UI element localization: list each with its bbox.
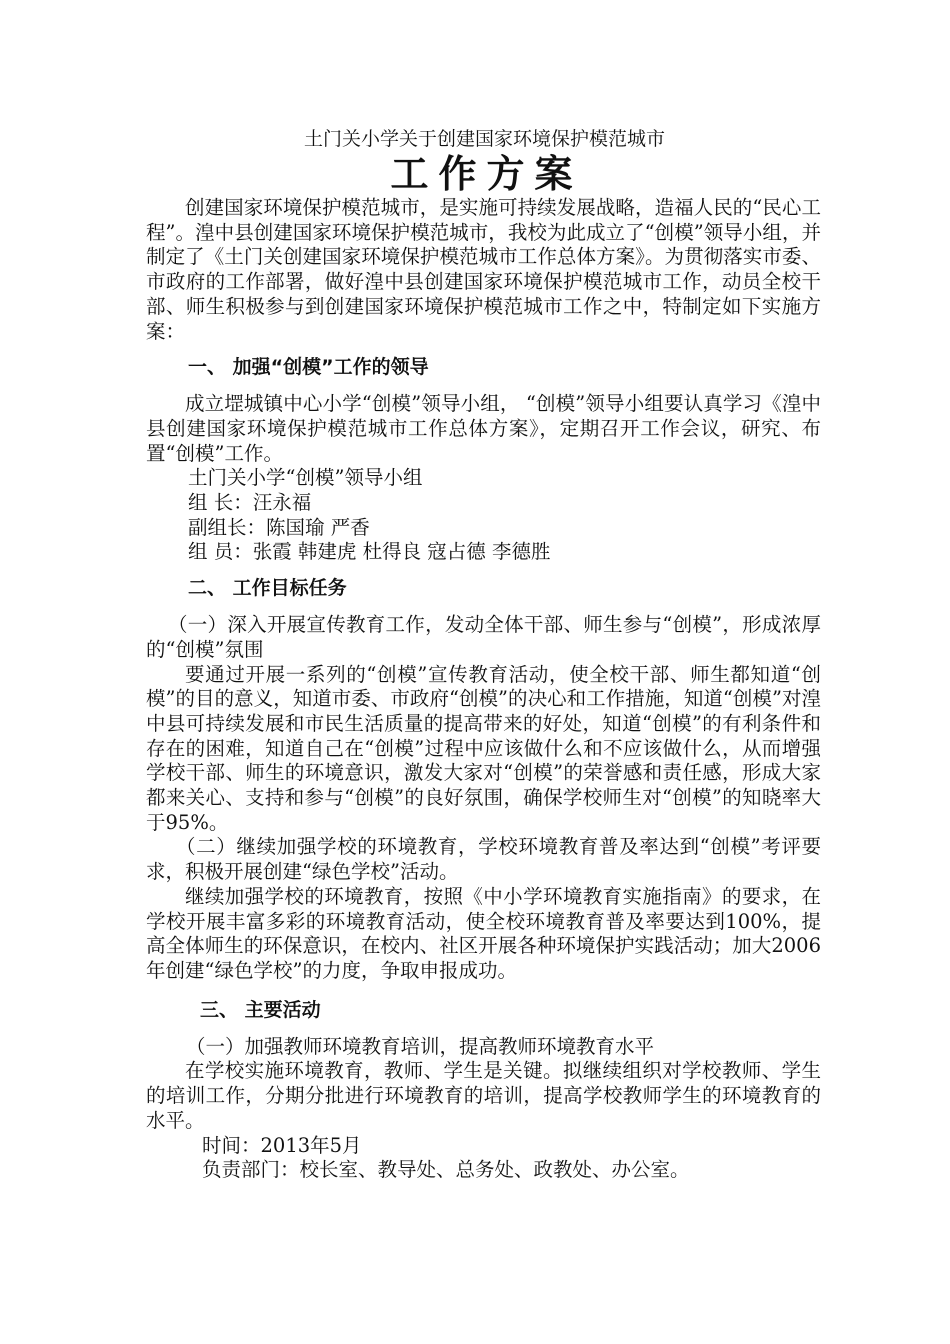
document-body	[146, 126, 821, 1183]
group-title: 土门关小学“创模”领导小组	[188, 466, 423, 490]
document-title: 工作方案	[390, 151, 583, 196]
intro-paragraph: 创建国家环境保护模范城市，是实施可持续发展战略，造福人民的“民心工程”。湟中县创建国家环境保护模范城市，我校为此成立了“创模”领导小组，并制定了《土门关创建国家环境保护模范城市工作总体方案》。为贯彻落实市委、市政府的工作部署，做好湟中县创建国家环境保护模范城市工作，动员全校干部、师生积极参与到创建国家环境保护模范城市工作之中，特制定如下实施方案：	[146, 196, 821, 343]
section3-dept: 负责部门：校长室、教导处、总务处、政教处、办公室。	[202, 1158, 690, 1182]
section1-heading: 一、 加强“创模”工作的领导	[188, 356, 429, 379]
section1-paragraph: 成立堽城镇中心小学“创模”领导小组， “创模”领导小组要认真学习《湟中县创建国家环境保护模范城市工作总体方案》，定期召开工作会议，研究、布置“创模”工作。	[146, 392, 821, 465]
section3-item1-title: （一）加强教师环境教育培训，提高教师环境教育水平	[186, 1034, 655, 1058]
document-subtitle: 土门关小学关于创建国家环境保护模范城市	[303, 128, 665, 150]
section2-heading: 二、 工作目标任务	[188, 577, 347, 600]
group-members: 组 员：张霞 韩建虎 杜得良 寇占德 李德胜	[188, 540, 551, 564]
group-leader: 组 长：汪永福	[188, 491, 312, 515]
section3-item1-paragraph: 在学校实施环境教育，教师、学生是关键。拟继续组织对学校教师、学生的培训工作，分期分批进行环境教育的培训，提高学校教师学生的环境教育的水平。	[146, 1059, 821, 1132]
section3-time: 时间：2013年5月	[202, 1133, 362, 1157]
section2-item2-paragraph: 继续加强学校的环境教育，按照《中小学环境教育实施指南》的要求，在学校开展丰富多彩的环境教育活动，使全校环境教育普及率要达到100%，提高全体师生的环保意识，在校内、社区开展各种环境保护实践活动；加大2006年创建“绿色学校”的力度，争取申报成功。	[146, 884, 821, 982]
group-deputy: 副组长：陈国瑜 严香	[188, 515, 370, 539]
section2-item2-title: （二）继续加强学校的环境教育，学校环境教育普及率达到“创模”考评要求，积极开展创建“绿色学校”活动。	[146, 835, 821, 884]
section3-heading: 三、 主要活动	[200, 998, 321, 1021]
section2-item1-title: （一）深入开展宣传教育工作，发动全体干部、师生参与“创模”，形成浓厚的“创模”氛围	[146, 613, 821, 661]
section2-item1-paragraph: 要通过开展一系列的“创模”宣传教育活动，使全校干部、师生都知道“创模”的目的意义，知道市委、市政府“创模”的决心和工作措施，知道“创模”对湟中县可持续发展和市民生活质量的提高带来的好处，知道“创模”的有利条件和存在的困难，知道自己在“创模”过程中应该做什么和不应该做什么，从而增强学校干部、师生的环境意识，激发大家对“创模”的荣誉感和责任感，形成大家都来关心、支持和参与“创模”的良好氛围，确保学校师生对“创模”的知晓率大于95%。	[146, 662, 821, 834]
